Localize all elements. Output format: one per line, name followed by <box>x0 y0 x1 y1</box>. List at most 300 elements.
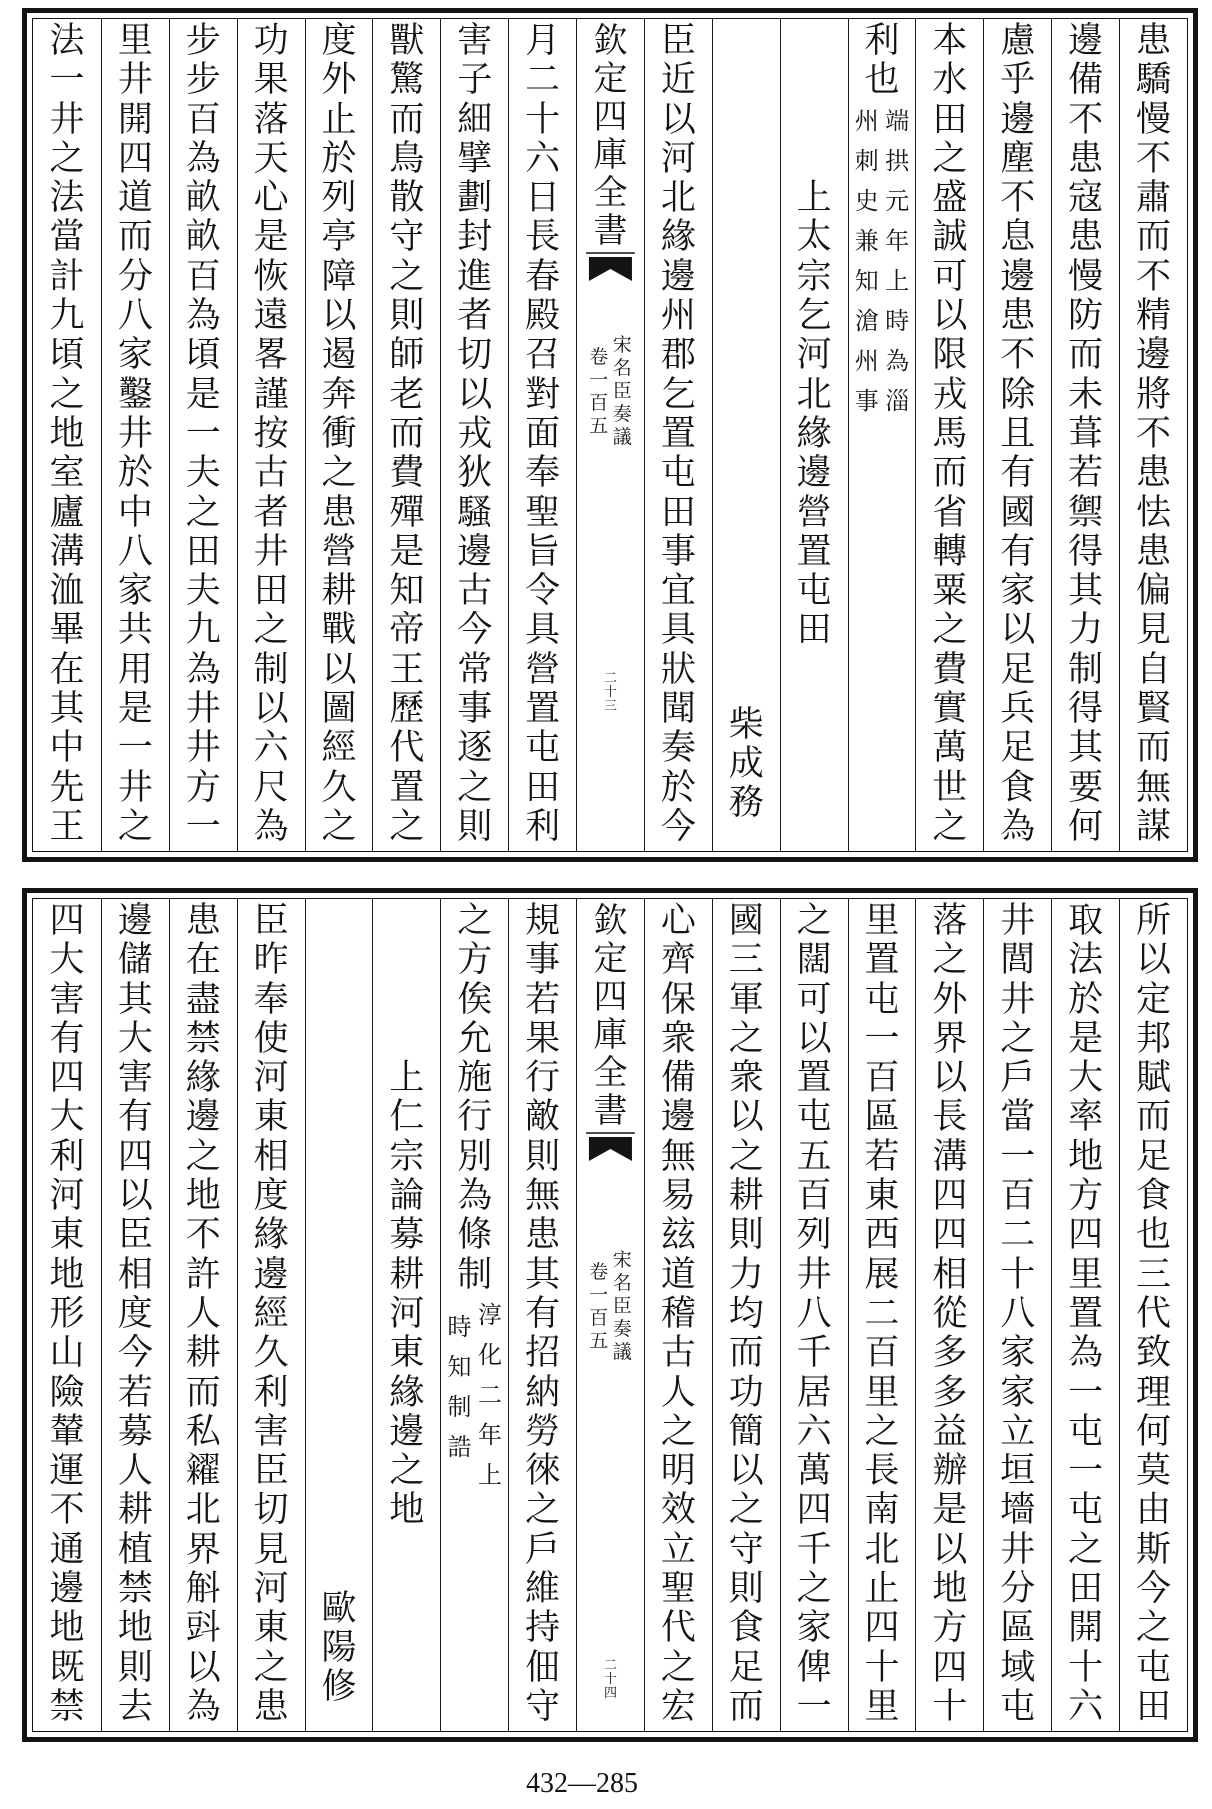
character: 師 <box>389 335 425 376</box>
character: 居 <box>796 1372 832 1413</box>
text-column <box>848 899 916 1731</box>
character: 五 <box>589 1330 609 1352</box>
character: 行 <box>457 1097 493 1138</box>
character: 水 <box>932 60 968 101</box>
character: 之 <box>253 1647 289 1688</box>
character: 六 <box>525 138 561 179</box>
character: 自 <box>1136 649 1172 690</box>
character: 險 <box>49 1372 85 1413</box>
character: 八 <box>117 296 153 337</box>
character: 五 <box>796 1136 832 1177</box>
character: 轉 <box>932 531 968 572</box>
column-text <box>1052 902 1119 1727</box>
character: 以 <box>321 649 357 690</box>
character: 而 <box>1068 335 1104 376</box>
character: 果 <box>253 60 289 101</box>
character: 方 <box>457 940 493 981</box>
character: 進 <box>457 256 493 297</box>
character: 莫 <box>1136 1451 1172 1492</box>
character: 日 <box>525 178 561 219</box>
character: 功 <box>728 1372 764 1413</box>
bottom-page-frame <box>22 888 1198 1742</box>
character: 垣 <box>1000 1451 1036 1492</box>
character: 闊 <box>796 940 832 981</box>
character: 地 <box>117 1608 153 1649</box>
character: 邊 <box>1000 256 1036 297</box>
character: 食 <box>728 1608 764 1649</box>
character: 以 <box>117 1176 153 1217</box>
character: 精 <box>1136 296 1172 337</box>
character: 邊 <box>185 1097 221 1138</box>
character: 田 <box>932 99 968 140</box>
book-title <box>611 334 634 449</box>
character: 化 <box>477 1341 502 1369</box>
character: 井 <box>49 99 85 140</box>
text-column <box>508 899 576 1731</box>
column-text <box>33 22 101 847</box>
character: 殿 <box>525 296 561 337</box>
character: 事 <box>660 531 696 572</box>
character: 河 <box>49 1176 85 1217</box>
character: 簡 <box>728 1411 764 1452</box>
character: 一 <box>1000 1136 1036 1177</box>
character: 四 <box>593 977 628 1017</box>
character: 畧 <box>253 335 289 376</box>
character: 不 <box>1068 99 1104 140</box>
character: 田 <box>253 571 289 612</box>
column-text <box>849 22 916 101</box>
character: 狄 <box>457 453 493 494</box>
character: 戶 <box>1000 1058 1036 1099</box>
leaf-number <box>577 672 644 714</box>
character: 端 <box>885 106 910 135</box>
character: 心 <box>253 178 289 219</box>
character: 粟 <box>932 571 968 612</box>
character: 元 <box>885 186 910 215</box>
character: 里 <box>1068 1254 1104 1295</box>
text-column <box>644 899 712 1731</box>
character: 息 <box>1000 217 1036 258</box>
character: 列 <box>321 178 357 219</box>
character: 井 <box>1000 979 1036 1020</box>
character: 世 <box>932 767 968 808</box>
character: 之 <box>932 806 968 847</box>
character: 大 <box>117 1018 153 1059</box>
character: 一 <box>1068 1451 1104 1492</box>
column-text <box>984 22 1051 847</box>
character: 施 <box>457 1058 493 1099</box>
character: 臣 <box>253 1451 289 1492</box>
character: 不 <box>185 1215 221 1256</box>
character: 屯 <box>525 728 561 769</box>
character: 置 <box>525 689 561 730</box>
character: 騷 <box>457 492 493 533</box>
character: 十 <box>1068 1647 1104 1688</box>
character: 奏 <box>660 728 696 769</box>
text-column <box>1119 899 1187 1731</box>
character: 驕 <box>1136 60 1172 101</box>
character: 不 <box>1000 335 1036 376</box>
character: 山 <box>49 1333 85 1374</box>
character: 為 <box>185 296 221 337</box>
character: 切 <box>457 335 493 376</box>
character: 為 <box>185 649 221 690</box>
character: 植 <box>117 1529 153 1570</box>
character: 地 <box>932 1569 968 1610</box>
character: 二 <box>864 1293 900 1334</box>
character: 去 <box>117 1686 153 1727</box>
character: 地 <box>185 1176 221 1217</box>
character: 耕 <box>117 1490 153 1531</box>
character: 百 <box>864 1058 900 1099</box>
character: 患 <box>1068 138 1104 179</box>
character: 外 <box>932 979 968 1020</box>
character: 河 <box>253 1058 289 1099</box>
character: 功 <box>253 21 289 61</box>
fold-column <box>576 899 644 1731</box>
text-column <box>1051 899 1119 1731</box>
character: 之 <box>49 374 85 415</box>
character: 以 <box>796 1018 832 1059</box>
character: 人 <box>660 1372 696 1413</box>
character: 閭 <box>1000 940 1036 981</box>
character: 邊 <box>457 531 493 572</box>
character: 三 <box>728 940 764 981</box>
character: 之 <box>864 1411 900 1452</box>
character: 稽 <box>660 1293 696 1334</box>
character: 之 <box>932 138 968 179</box>
character: 患 <box>321 492 357 533</box>
character: 不 <box>49 1490 85 1531</box>
column-text <box>713 902 780 1727</box>
text-column <box>440 19 508 851</box>
column-text <box>781 902 848 1727</box>
character: 議 <box>612 1341 632 1363</box>
character: 邊 <box>1000 99 1036 140</box>
character: 庫 <box>593 135 628 175</box>
text-column <box>33 899 101 1731</box>
character: 百 <box>864 1333 900 1374</box>
character: 八 <box>117 531 153 572</box>
character: 利 <box>253 1372 289 1413</box>
character: 四 <box>604 1686 618 1701</box>
character: 耕 <box>185 1333 221 1374</box>
character: 之 <box>796 1569 832 1610</box>
text-column <box>644 19 712 851</box>
character: 田 <box>1068 1569 1104 1610</box>
character: 夫 <box>185 571 221 612</box>
character: 上 <box>796 178 832 219</box>
author-column <box>712 19 780 851</box>
character: 為 <box>885 346 910 375</box>
character: 以 <box>321 296 357 337</box>
character: 置 <box>389 767 425 808</box>
character: 是 <box>185 374 221 415</box>
character: 恢 <box>253 256 289 297</box>
column-text <box>238 22 305 847</box>
character: 屯 <box>864 979 900 1020</box>
fishtail-ornament <box>586 1132 635 1162</box>
character: 其 <box>525 1254 561 1295</box>
character: 禦 <box>1068 492 1104 533</box>
character: 費 <box>389 453 425 494</box>
character: 月 <box>525 21 561 61</box>
character: 西 <box>864 1215 900 1256</box>
character: 立 <box>1000 1411 1036 1452</box>
character: 千 <box>796 1333 832 1374</box>
column-text <box>102 22 169 847</box>
character: 洫 <box>49 571 85 612</box>
character: 東 <box>253 1097 289 1138</box>
character: 百 <box>1000 1176 1036 1217</box>
character: 也 <box>864 60 900 101</box>
character: 歐 <box>321 1588 357 1629</box>
character: 斛 <box>185 1569 221 1610</box>
character: 井 <box>796 1254 832 1295</box>
character: 域 <box>1000 1647 1036 1688</box>
character: 界 <box>185 1529 221 1570</box>
character: 制 <box>457 1254 493 1295</box>
character: 不 <box>1136 413 1172 454</box>
character: 四 <box>49 1058 85 1099</box>
character: 十 <box>604 1672 618 1687</box>
character: 患 <box>1136 453 1172 494</box>
character: 於 <box>117 453 153 494</box>
character: 定 <box>593 939 628 979</box>
character: 今 <box>660 806 696 847</box>
character: 為 <box>1068 1333 1104 1374</box>
character: 二 <box>477 1381 502 1409</box>
character: 守 <box>389 217 425 258</box>
character: 議 <box>612 426 632 448</box>
character: 一 <box>117 728 153 769</box>
character: 旨 <box>525 531 561 572</box>
character: 東 <box>253 1608 289 1649</box>
character: 郡 <box>660 335 696 376</box>
character: 東 <box>49 1215 85 1256</box>
character: 田 <box>185 531 221 572</box>
character: 三 <box>1136 1254 1172 1295</box>
character: 營 <box>796 492 832 533</box>
top-page-frame <box>22 8 1198 862</box>
character: 耕 <box>389 1254 425 1295</box>
character: 許 <box>185 1254 221 1295</box>
character: 在 <box>185 940 221 981</box>
character: 邊 <box>796 453 832 494</box>
character: 不 <box>1136 138 1172 179</box>
character: 書 <box>593 1091 628 1131</box>
character: 為 <box>457 1176 493 1217</box>
character: 五 <box>589 415 609 437</box>
character: 常 <box>457 649 493 690</box>
character: 六 <box>253 728 289 769</box>
character: 緣 <box>253 1215 289 1256</box>
character: 畢 <box>49 610 85 651</box>
character: 面 <box>525 413 561 454</box>
character: 募 <box>117 1411 153 1452</box>
character: 衆 <box>660 1018 696 1059</box>
character: 要 <box>1068 767 1104 808</box>
character: 地 <box>49 413 85 454</box>
character: 一 <box>589 1284 609 1306</box>
character: 臣 <box>612 1295 632 1317</box>
character: 奉 <box>525 453 561 494</box>
character: 淳 <box>477 1301 502 1329</box>
character: 井 <box>1000 1529 1036 1570</box>
character: 百 <box>589 1307 609 1329</box>
character: 足 <box>1000 728 1036 769</box>
character: 久 <box>321 767 357 808</box>
character: 則 <box>525 1136 561 1177</box>
character: 齊 <box>660 940 696 981</box>
book-and-volume <box>587 334 634 449</box>
character: 法 <box>49 21 85 61</box>
character: 宗 <box>389 1136 425 1177</box>
character: 屯 <box>660 453 696 494</box>
character: 名 <box>612 1272 632 1294</box>
character: 百 <box>796 1176 832 1217</box>
character: 相 <box>932 1254 968 1295</box>
character: 區 <box>1000 1608 1036 1649</box>
character: 事 <box>525 940 561 981</box>
character: 其 <box>49 689 85 730</box>
character: 全 <box>593 173 628 213</box>
character: 田 <box>796 610 832 651</box>
character: 慢 <box>1068 256 1104 297</box>
character: 以 <box>660 99 696 140</box>
text-column <box>983 19 1051 851</box>
character: 敵 <box>525 1097 561 1138</box>
column-text <box>984 902 1051 1727</box>
character: 心 <box>660 901 696 941</box>
character: 相 <box>117 1254 153 1295</box>
character: 中 <box>49 728 85 769</box>
character: 二 <box>604 671 618 686</box>
character: 屯 <box>1068 1490 1104 1531</box>
character: 偏 <box>1136 571 1172 612</box>
character: 對 <box>525 374 561 415</box>
character: 之 <box>117 806 153 847</box>
character: 狀 <box>660 649 696 690</box>
character: 逐 <box>457 728 493 769</box>
character: 獸 <box>389 21 425 61</box>
character: 古 <box>457 571 493 612</box>
character: 宏 <box>660 1686 696 1727</box>
character: 而 <box>389 413 425 454</box>
character: 邊 <box>49 1569 85 1610</box>
character: 聖 <box>660 1569 696 1610</box>
character: 陽 <box>321 1628 357 1669</box>
character: 州 <box>854 346 879 375</box>
text-column <box>101 899 169 1731</box>
character: 取 <box>1068 901 1104 941</box>
character: 務 <box>728 783 764 824</box>
character: 戎 <box>932 374 968 415</box>
character: 田 <box>1136 1686 1172 1727</box>
character: 為 <box>185 1686 221 1727</box>
character: 地 <box>49 1254 85 1295</box>
character: 既 <box>49 1647 85 1688</box>
character: 知 <box>447 1353 472 1381</box>
character: 若 <box>525 979 561 1020</box>
character: 知 <box>854 266 879 295</box>
character: 屯 <box>1000 1686 1036 1727</box>
character: 州 <box>660 296 696 337</box>
character: 營 <box>321 531 357 572</box>
character: 圖 <box>321 689 357 730</box>
character: 柴 <box>728 704 764 745</box>
character: 以 <box>728 1097 764 1138</box>
character: 也 <box>1136 1215 1172 1256</box>
text-columns <box>33 899 1187 1731</box>
character: 方 <box>932 1608 968 1649</box>
memorial-title-column <box>372 899 440 1731</box>
character: 臣 <box>253 901 289 941</box>
character: 上 <box>389 1058 425 1099</box>
character: 欽 <box>593 21 628 61</box>
character: 奔 <box>321 374 357 415</box>
character: 若 <box>117 1372 153 1413</box>
character: 率 <box>1068 1097 1104 1138</box>
character: 散 <box>389 178 425 219</box>
character: 知 <box>389 571 425 612</box>
character: 四 <box>932 1176 968 1217</box>
character: 所 <box>1136 901 1172 941</box>
character: 慮 <box>1000 21 1036 61</box>
character: 之 <box>796 901 832 941</box>
character: 邊 <box>1068 21 1104 61</box>
character: 萬 <box>796 1451 832 1492</box>
character: 從 <box>932 1293 968 1334</box>
column-text <box>238 902 305 1727</box>
text-column <box>101 19 169 851</box>
character: 大 <box>49 940 85 981</box>
character: 宋 <box>612 334 632 356</box>
character: 十 <box>864 1647 900 1688</box>
character: 之 <box>389 256 425 297</box>
character: 是 <box>1068 1018 1104 1059</box>
column-text <box>509 22 576 847</box>
character: 代 <box>1136 1293 1172 1334</box>
character: 是 <box>117 689 153 730</box>
character: 見 <box>253 1529 289 1570</box>
character: 有 <box>1000 453 1036 494</box>
character: 老 <box>389 374 425 415</box>
character: 保 <box>660 979 696 1020</box>
character: 夫 <box>185 453 221 494</box>
inner-border <box>32 18 1188 852</box>
character: 力 <box>728 1254 764 1295</box>
character: 得 <box>1068 689 1104 730</box>
memorial-title <box>373 1059 440 1531</box>
character: 墻 <box>1000 1490 1036 1531</box>
character: 乞 <box>796 296 832 337</box>
character: 辦 <box>932 1451 968 1492</box>
character: 而 <box>1136 728 1172 769</box>
character: 古 <box>660 1333 696 1374</box>
character: 長 <box>864 1451 900 1492</box>
character: 大 <box>49 1097 85 1138</box>
character: 衝 <box>321 413 357 454</box>
character: 一 <box>589 369 609 391</box>
character: 北 <box>660 178 696 219</box>
character: 令 <box>525 571 561 612</box>
character: 斯 <box>1136 1529 1172 1570</box>
text-column <box>305 19 373 851</box>
character: 有 <box>117 1097 153 1138</box>
character: 患 <box>525 1215 561 1256</box>
character: 畝 <box>185 217 221 258</box>
